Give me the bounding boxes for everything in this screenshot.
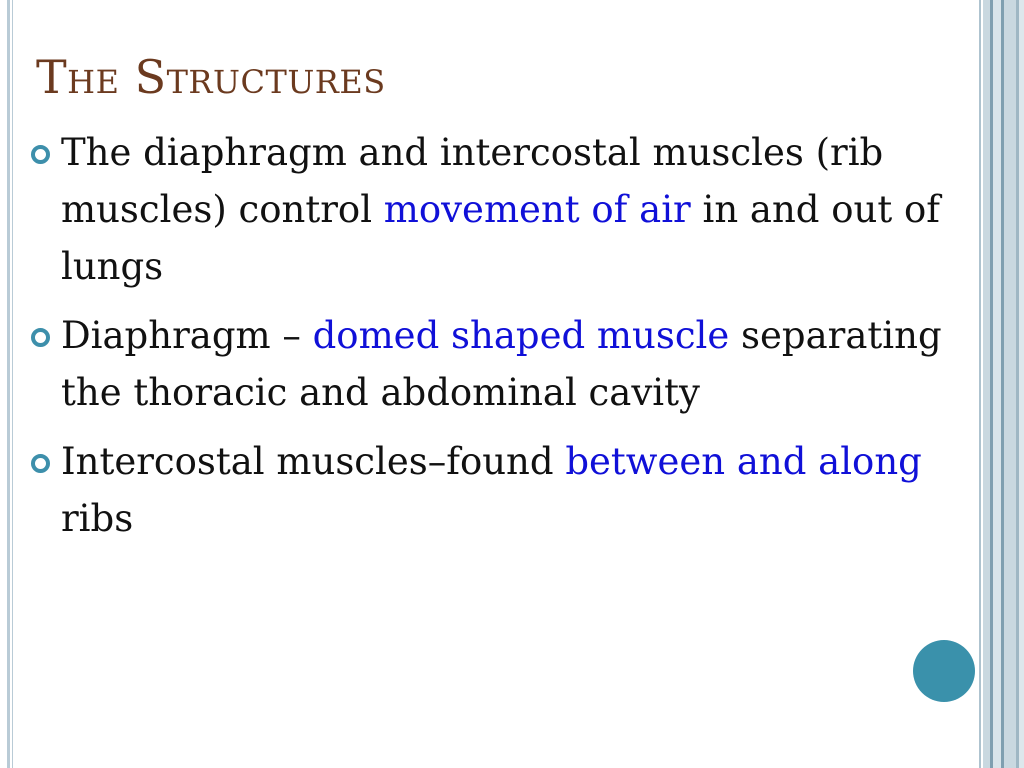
bullet-list xyxy=(28,124,978,559)
bullet-text-run: separating the thoracic and abdominal cavity xyxy=(61,314,942,414)
highlighted-text: movement of air xyxy=(383,188,691,231)
bullet-text-run: Diaphragm – xyxy=(61,314,313,357)
bullet-text-run: Intercostal muscles–found xyxy=(61,440,566,483)
highlighted-text: domed shaped muscle xyxy=(312,314,730,357)
bullet-ring-icon xyxy=(31,454,50,473)
highlighted-text: between and along xyxy=(565,440,922,483)
right-frame-stripe xyxy=(1019,0,1024,768)
bullet-text-run: in and out of lungs xyxy=(61,188,940,288)
bullet-text xyxy=(61,131,940,288)
bullet-ring-icon xyxy=(31,328,50,347)
left-frame-line-inner xyxy=(12,0,13,768)
bullet-item xyxy=(28,433,978,547)
bullet-text xyxy=(61,314,942,414)
right-frame-stripe xyxy=(983,0,990,768)
decorative-circle xyxy=(913,640,975,702)
right-frame-stripe xyxy=(993,0,1001,768)
slide-title: The Structures xyxy=(36,50,386,104)
right-frame-stripe xyxy=(1004,0,1016,768)
bullet-text-run: ribs xyxy=(61,497,134,540)
bullet-item xyxy=(28,124,978,295)
bullet-item xyxy=(28,307,978,421)
bullet-text-run: The diaphragm and intercostal muscles (rib muscles) control xyxy=(61,131,884,231)
bullet-text xyxy=(61,440,922,540)
left-frame-line xyxy=(7,0,10,768)
bullet-ring-icon xyxy=(31,145,50,164)
right-frame-stripe xyxy=(979,0,981,768)
